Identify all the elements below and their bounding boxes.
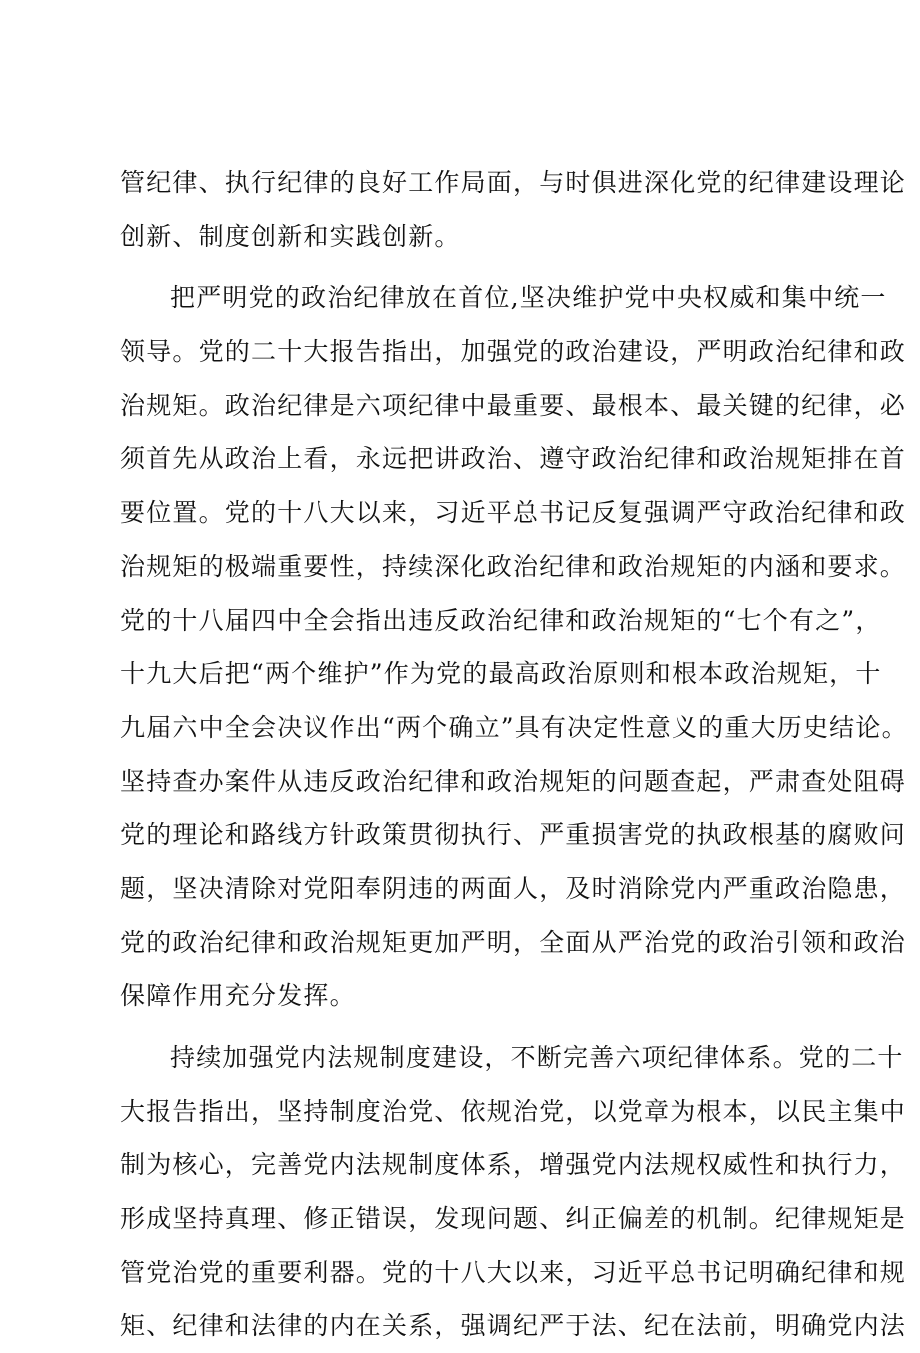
text-line: 持续加强党内法规制度建设，不断完善六项纪律体系。党的二十: [170, 1043, 904, 1072]
text-line: 矩、纪律和法律的内在关系，强调纪严于法、纪在法前，明确党内法: [120, 1311, 907, 1341]
text-line: 大报告指出，坚持制度治党、依规治党，以党章为根本，以民主集中: [120, 1096, 907, 1126]
text-line: 形成坚持真理、修正错误，发现问题、纠正偏差的机制。纪律规矩是: [120, 1204, 907, 1234]
text-line: 党的十八届四中全会指出违反政治纪律和政治规矩的“七个有之”，: [120, 605, 882, 635]
text-line: 坚持查办案件从违反政治纪律和政治规矩的问题查起，严肃查处阻碍: [120, 766, 907, 796]
text-line: 党的理论和路线方针政策贯彻执行、严重损害党的执政根基的腐败问: [120, 820, 907, 850]
text-line: 保障作用充分发挥。: [120, 981, 356, 1011]
text-line: 须首先从政治上看，永远把讲政治、遵守政治纪律和政治规矩排在首: [120, 444, 907, 474]
text-line: 制为核心，完善党内法规制度体系，增强党内法规权威性和执行力，: [120, 1150, 907, 1180]
text-line: 管纪律、执行纪律的良好工作局面，与时俱进深化党的纪律建设理论: [120, 168, 907, 197]
text-line: 创新、制度创新和实践创新。: [120, 221, 461, 251]
text-line: 九届六中全会决议作出“两个确立”具有决定性意义的重大历史结论。: [120, 712, 908, 742]
text-line: 党的政治纪律和政治规矩更加严明，全面从严治党的政治引领和政治: [120, 927, 907, 957]
text-line: 题，坚决清除对党阳奉阴违的两面人，及时消除党内严重政治隐患，: [120, 873, 907, 903]
text-line: 管党治党的重要利器。党的十八大以来，习近平总书记明确纪律和规: [120, 1257, 907, 1287]
document-body: [120, 156, 908, 1353]
text-line: 十九大后把“两个维护”作为党的最高政治原则和根本政治规矩，十: [120, 659, 882, 689]
text-line: 把严明党的政治纪律放在首位,坚决维护党中央权威和集中统一: [170, 283, 887, 313]
paragraph-3: [120, 1031, 907, 1353]
paragraph-1: [120, 156, 907, 263]
text-line: 领导。党的二十大报告指出，加强党的政治建设，严明政治纪律和政: [120, 337, 907, 367]
text-line: 治规矩的极端重要性，持续深化政治纪律和政治规矩的内涵和要求。: [120, 551, 907, 581]
text-line: 要位置。党的十八大以来，习近平总书记反复强调严守政治纪律和政: [120, 498, 907, 528]
paragraph-2: [120, 271, 908, 1023]
text-line: 治规矩。政治纪律是六项纪律中最重要、最根本、最关键的纪律，必: [120, 390, 907, 420]
